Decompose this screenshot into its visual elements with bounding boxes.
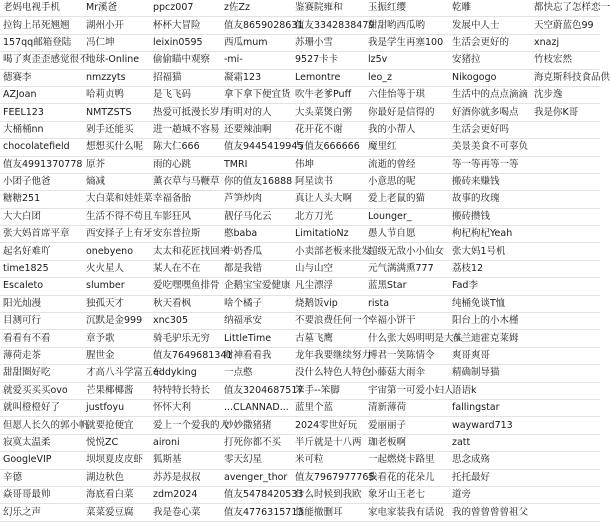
username-cell: 沈步逸 xyxy=(531,86,600,103)
username-cell: lz5v xyxy=(365,52,449,69)
username-cell: 都快忘了怎样恋一 xyxy=(531,0,600,17)
username-cell: 玉振红缨 xyxy=(365,0,449,17)
username-cell: 苏苏是叔叔 xyxy=(150,469,221,486)
username-cell: 蓝黑Star xyxy=(365,278,449,295)
username-cell: 精确制导猫 xyxy=(449,365,531,382)
username-cell xyxy=(531,504,600,521)
username-cell xyxy=(531,417,600,434)
username-cell: 幻乐之声 xyxy=(0,504,83,521)
table-row xyxy=(0,260,600,277)
username-cell: 海底看白菜 xyxy=(83,486,150,503)
username-cell: 象牙山王老七 xyxy=(365,486,449,503)
table-row xyxy=(0,278,600,295)
username-cell: xnazj xyxy=(531,34,600,51)
username-cell xyxy=(531,313,600,330)
username-cell: z佐Zz xyxy=(221,0,292,17)
username-cell: FEEL123 xyxy=(0,104,83,121)
username-cell: 火火星人 xyxy=(83,260,150,277)
username-cell: 我是学生再塞100 xyxy=(365,34,449,51)
username-cell: 西安择子上有牙 xyxy=(83,226,150,243)
username-cell xyxy=(531,243,600,260)
username-cell: 原芥 xyxy=(83,156,150,173)
username-cell xyxy=(531,399,600,416)
username-cell xyxy=(531,382,600,399)
username-cell: 纳福承安 xyxy=(221,313,292,330)
username-cell: 冯仁坤 xyxy=(83,34,150,51)
username-cell: Fad李 xyxy=(449,278,531,295)
username-cell: 值友8659028631 xyxy=(221,17,292,34)
username-cell: 你的值友16888 xyxy=(221,173,292,190)
username-cell: 没什么特色人特色 xyxy=(292,365,365,382)
username-cell: 2024零世好玩 xyxy=(292,417,365,434)
username-cell: 章予歌 xyxy=(83,330,150,347)
username-cell: 啥个橘子 xyxy=(221,295,292,312)
username-cell: 凡尘漂浮 xyxy=(292,278,365,295)
table-row xyxy=(0,313,600,330)
username-cell: 值友3342838479 xyxy=(292,17,365,34)
username-cell: justfoyu xyxy=(83,399,150,416)
username-cell: 爽哥爽哥 xyxy=(449,347,531,364)
username-cell: -mi- xyxy=(221,52,292,69)
username-cell: 哈莉贞鸭 xyxy=(83,86,150,103)
username-cell: 腥世金 xyxy=(83,347,150,364)
username-cell: 博君一笑陈情令 xyxy=(365,347,449,364)
table-row xyxy=(0,173,600,190)
username-cell xyxy=(531,469,600,486)
username-cell: 思念成殇 xyxy=(449,452,531,469)
username-cell: 烧鹅饭vip xyxy=(292,295,365,312)
username-cell: Lemontre xyxy=(292,69,365,86)
username-cell: 发展中人士 xyxy=(449,17,531,34)
username-cell: 值友7649681341 xyxy=(150,347,221,364)
username-cell: zdm2024 xyxy=(150,486,221,503)
username-cell: 热爱可抵漫长岁月 xyxy=(150,104,221,121)
username-cell xyxy=(531,330,600,347)
username-cell: 财神看看我 xyxy=(221,347,292,364)
username-cell: 阿星读书 xyxy=(292,173,365,190)
username-cell: 招福猫 xyxy=(150,69,221,86)
username-cell: 伟坤 xyxy=(292,156,365,173)
username-cell: 值友3204687517 xyxy=(221,382,292,399)
username-cell xyxy=(531,278,600,295)
username-cell: 山与山空 xyxy=(292,260,365,277)
username-cell: 悦悦ZC xyxy=(83,434,150,451)
username-cell: 幸福小饼干 xyxy=(365,313,449,330)
username-cell: 张大妈1号机 xyxy=(449,243,531,260)
username-cell: 我看花的花朵儿 xyxy=(365,469,449,486)
username-cell: 糖糖251 xyxy=(0,191,83,208)
table-row xyxy=(0,434,600,451)
username-cell: 小团子他爸 xyxy=(0,173,83,190)
username-cell: 湖边秋色 xyxy=(83,469,150,486)
table-row xyxy=(0,226,600,243)
username-cell: 生活中的点点滴滴 xyxy=(449,86,531,103)
username-cell: 半斤就是十八两 xyxy=(292,434,365,451)
username-cell: 9527卡卡 xyxy=(292,52,365,69)
username-cell: 竹枝宏然 xyxy=(531,52,600,69)
username-cell: 打死你都不买 xyxy=(221,434,292,451)
username-cell xyxy=(531,486,600,503)
table-row xyxy=(0,469,600,486)
table-row xyxy=(0,156,600,173)
table-row xyxy=(0,139,600,156)
username-cell: avenger_thor xyxy=(221,469,292,486)
username-cell xyxy=(531,260,600,277)
table-row xyxy=(0,382,600,399)
username-cell: 辛德 xyxy=(0,469,83,486)
username-cell: Nikogogo xyxy=(449,69,531,86)
username-cell: 我是你K哥 xyxy=(531,104,600,121)
table-row xyxy=(0,86,600,103)
username-cell: 纯桶免谈T恤 xyxy=(449,295,531,312)
username-cell: 阳光灿漫 xyxy=(0,295,83,312)
username-cell: 宇宙第一可爱小妇人 xyxy=(365,382,449,399)
username-cell: 大桶桶nn xyxy=(0,121,83,138)
username-cell: nmzzyts xyxy=(83,69,150,86)
username-cell: 德赛李 xyxy=(0,69,83,86)
username-cell: 太太和花匠找回来 xyxy=(150,243,221,260)
username-cell: 生活不得不苟且 xyxy=(83,208,150,225)
username-cell: 愚人节自愿 xyxy=(365,226,449,243)
username-cell: 看看有不看 xyxy=(0,330,83,347)
username-cell: 超级无敌小小仙女 xyxy=(365,243,449,260)
username-cell: 好酒你就多喝点 xyxy=(449,104,531,121)
username-cell: 零天幻星 xyxy=(221,452,292,469)
username-cell: wayward713 xyxy=(449,417,531,434)
table-row xyxy=(0,191,600,208)
table-row xyxy=(0,34,600,51)
username-cell: 想想买什么呢 xyxy=(83,139,150,156)
username-cell: GoogleVIP xyxy=(0,452,83,469)
username-cell: 生活会更好的 xyxy=(449,34,531,51)
table-row xyxy=(0,104,600,121)
username-cell: 美景美食不可辜负 xyxy=(449,139,531,156)
username-cell: 偷偷瞄中观察 xyxy=(150,52,221,69)
username-cell: 杯杯大冒险 xyxy=(150,17,221,34)
username-cell: 阳台上的小木槿 xyxy=(449,313,531,330)
username-cell: fallingstar xyxy=(449,399,531,416)
username-cell: zatt xyxy=(449,434,531,451)
username-cell: 目测可行 xyxy=(0,313,83,330)
username-cell: 六佳怡等于琪 xyxy=(365,86,449,103)
username-cell: 熵减 xyxy=(83,173,150,190)
username-cell: 西瓜mum xyxy=(221,34,292,51)
username-cell: 但愿人长久的郭小帆 xyxy=(0,417,83,434)
username-cell: Mr溪爸 xyxy=(83,0,150,17)
username-cell: 值友7967977765 xyxy=(292,469,365,486)
username-cell: 真让人头大啊 xyxy=(292,191,365,208)
username-cell: rista xyxy=(365,295,449,312)
username-cell: 珈老板啊 xyxy=(365,434,449,451)
username-cell: 安猪拉 xyxy=(449,52,531,69)
username-cell: 张大妈首席平章 xyxy=(0,226,83,243)
username-cell: 一点憨 xyxy=(221,365,292,382)
username-cell: 鉴赛院雍和 xyxy=(292,0,365,17)
username-cell: ...CLANNAD... xyxy=(221,399,292,416)
username-cell: 剁手还能买 xyxy=(83,121,150,138)
username-cell: 故事的玫瑰 xyxy=(449,191,531,208)
username-cell: 天空蔚蓝色99 xyxy=(531,17,600,34)
username-cell: 大头菜煲白粥 xyxy=(292,104,365,121)
username-cell: Escaleto xyxy=(0,278,83,295)
username-cell: 家电家装我有话说 xyxy=(365,504,449,521)
username-cell: LittleTime xyxy=(221,330,292,347)
username-cell: 吹牛老爹Puff xyxy=(292,86,365,103)
username-cell: 什么张大妈明明是大头 xyxy=(365,330,449,347)
username-cell: 安东普拉斯 xyxy=(150,226,221,243)
username-cell: 就要抢便宜 xyxy=(83,417,150,434)
username-cell: xnc305 xyxy=(150,313,221,330)
username-cell: 还要辣油啊 xyxy=(221,121,292,138)
username-cell: 甜甜哟西瓜哟 xyxy=(365,17,449,34)
username-cell: 芦笋炒肉 xyxy=(221,191,292,208)
username-cell: 托托最好 xyxy=(449,469,531,486)
username-cell: LimitatioNz xyxy=(292,226,365,243)
username-cell: 都是我错 xyxy=(221,260,292,277)
username-cell: 就爱买买买ovo xyxy=(0,382,83,399)
username-cell: 笨手--笨脚 xyxy=(292,382,365,399)
username-cell: AZJoan xyxy=(0,86,83,103)
username-cell: 靓仔马化云 xyxy=(221,208,292,225)
username-cell xyxy=(531,226,600,243)
username-cell: 苏珊小雪 xyxy=(292,34,365,51)
username-cell: 我的曾曾曾曾祖父 xyxy=(449,504,531,521)
username-cell: 坝坝夏皮皮虾 xyxy=(83,452,150,469)
table-row xyxy=(0,295,600,312)
username-cell: 寂寞太温柔 xyxy=(0,434,83,451)
username-cell: 骑毛驴乐无穷 xyxy=(150,330,221,347)
username-cell xyxy=(531,139,600,156)
username-cell xyxy=(531,121,600,138)
username-cell xyxy=(531,347,600,364)
table-row xyxy=(0,17,600,34)
username-cell: 焱哥哥最帅 xyxy=(0,486,83,503)
username-cell: 语语k xyxy=(449,382,531,399)
username-cell: 芒果椰椰酱 xyxy=(83,382,150,399)
username-cell: 老妈电视手机 xyxy=(0,0,83,17)
username-cell: 布兰迪霍克莱姆 xyxy=(449,330,531,347)
username-cell: aironi xyxy=(150,434,221,451)
username-cell: leo_z xyxy=(365,69,449,86)
username-cell: 值友4776315713 xyxy=(221,504,292,521)
username-cell: 某人在不在 xyxy=(150,260,221,277)
username-cell: 大大白团 xyxy=(0,208,83,225)
username-cell: 牛奶香瓜 xyxy=(221,243,292,260)
username-cell: 爱上一个爱我的人 xyxy=(150,417,221,434)
username-cell: 秋天看枫 xyxy=(150,295,221,312)
username-cell: 车影狂风 xyxy=(150,208,221,225)
table-row xyxy=(0,365,600,382)
username-cell: 憨baba xyxy=(221,226,292,243)
username-cell: 湖州小开 xyxy=(83,17,150,34)
username-cell: eddyking xyxy=(150,365,221,382)
username-cell: 喝了爽歪歪感觉很不 xyxy=(0,52,83,69)
username-cell: 你最好是信得的 xyxy=(365,104,449,121)
username-cell: 菜菜爱豆腐 xyxy=(83,504,150,521)
username-cell: 薄荷走茶 xyxy=(0,347,83,364)
username-cell: slumber xyxy=(83,278,150,295)
username-cell: 独孤天才 xyxy=(83,295,150,312)
username-cell: 乾雕 xyxy=(449,0,531,17)
username-cell: 清新薄荷 xyxy=(365,399,449,416)
username-cell: 什么时候到我欧 xyxy=(292,486,365,503)
username-cell: 有明对的人 xyxy=(221,104,292,121)
username-cell: 龙年我要继续努力 xyxy=(292,347,365,364)
username-cell: 大白菜和娃娃菜 xyxy=(83,191,150,208)
username-cell: 值友4991370778 xyxy=(0,156,83,173)
username-cell: 悟能撤删耳 xyxy=(292,504,365,521)
username-cell: 与值友666666 xyxy=(292,139,365,156)
username-cell: 小意思的呢 xyxy=(365,173,449,190)
username-cell: 进一趟城不容易 xyxy=(150,121,221,138)
username-cell: 拿下拿下便宜货 xyxy=(221,86,292,103)
username-cell: 米可粒 xyxy=(292,452,365,469)
username-cell: 雨的心跳 xyxy=(150,156,221,173)
username-cell: 我的小帮人 xyxy=(365,121,449,138)
username-cell: onebyeno xyxy=(83,243,150,260)
username-cell: 爱丽丽子 xyxy=(365,417,449,434)
username-cell: 怀怀大利 xyxy=(150,399,221,416)
username-cell: 妙妙撒猪猪 xyxy=(221,417,292,434)
username-cell: 北方刀光 xyxy=(292,208,365,225)
username-cell: leixin0595 xyxy=(150,34,221,51)
username-cell: 等一等再等一等 xyxy=(449,156,531,173)
username-cell: 狐斯基 xyxy=(150,452,221,469)
table-row xyxy=(0,399,600,416)
table-row xyxy=(0,243,600,260)
username-cell: ppcz007 xyxy=(150,0,221,17)
username-cell: 搬砖攒钱 xyxy=(449,208,531,225)
table-row xyxy=(0,452,600,469)
username-cell: 搬砖来赚钱 xyxy=(449,173,531,190)
username-cell: 值友5478420533 xyxy=(221,486,292,503)
username-cell: 幸福备胎 xyxy=(150,191,221,208)
username-cell: 沉默是金999 xyxy=(83,313,150,330)
username-cell: 特特特长特长 xyxy=(150,382,221,399)
username-cell xyxy=(531,434,600,451)
username-cell xyxy=(531,452,600,469)
table-row xyxy=(0,121,600,138)
username-cell: 古墓飞鹰 xyxy=(292,330,365,347)
username-cell: 不要浪费任何一个 xyxy=(292,313,365,330)
username-cell: 道旁 xyxy=(449,486,531,503)
username-cell xyxy=(531,295,600,312)
username-cell: NMTZSTS xyxy=(83,104,150,121)
username-cell: 起名好难吖 xyxy=(0,243,83,260)
username-cell: 拉钩上吊死翘翘 xyxy=(0,17,83,34)
username-cell: 魔里红 xyxy=(365,139,449,156)
table-row xyxy=(0,417,600,434)
username-cell: 生活会更好吗 xyxy=(449,121,531,138)
username-cell xyxy=(531,208,600,225)
table-row xyxy=(0,0,600,17)
username-cell: Lounger_ xyxy=(365,208,449,225)
username-cell: 一起燃烧卡路里 xyxy=(365,452,449,469)
username-cell: chocolatefield xyxy=(0,139,83,156)
username-cell: 小藤菇大雨伞 xyxy=(365,365,449,382)
table-row xyxy=(0,69,600,86)
table-row xyxy=(0,504,600,521)
username-cell: TMRI xyxy=(221,156,292,173)
username-cell xyxy=(531,191,600,208)
username-cell: time1825 xyxy=(0,260,83,277)
username-cell: 花开花不谢 xyxy=(292,121,365,138)
username-cell: 值友9445419945 xyxy=(221,139,292,156)
username-cell: 薰衣草与马鞭草 xyxy=(150,173,221,190)
username-cell xyxy=(531,365,600,382)
username-cell xyxy=(531,173,600,190)
username-cell: 荔枝12 xyxy=(449,260,531,277)
username-cell: 海克斯科技食品供 xyxy=(531,69,600,86)
username-cell: 就叫橙橙好了 xyxy=(0,399,83,416)
username-cell: 流逝的曾经 xyxy=(365,156,449,173)
table-row xyxy=(0,208,600,225)
username-cell: 枸杞枸杞Yeah xyxy=(449,226,531,243)
username-cell: 凝霜123 xyxy=(221,69,292,86)
username-cell: 甜甜圈好吃 xyxy=(0,365,83,382)
username-cell: 是飞飞码 xyxy=(150,86,221,103)
username-cell: 地球-Online xyxy=(83,52,150,69)
username-cell: 陈大仁666 xyxy=(150,139,221,156)
username-cell: 我是卷心菜 xyxy=(150,504,221,521)
username-cell: 蓝里个蓝 xyxy=(292,399,365,416)
username-cell: 企鹅宝宝爱健康 xyxy=(221,278,292,295)
username-cell xyxy=(531,156,600,173)
username-cell: 爱吃嘿嘿鱼排骨 xyxy=(150,278,221,295)
username-cell: 才高八斗学富五车 xyxy=(83,365,150,382)
username-cell: 157qq邮箱登陆 xyxy=(0,34,83,51)
table-row xyxy=(0,330,600,347)
username-cell: 元气满满熏777 xyxy=(365,260,449,277)
table-row xyxy=(0,52,600,69)
username-cell: 小卖部老板来批发 xyxy=(292,243,365,260)
username-cell: 爱上老鼠的猫 xyxy=(365,191,449,208)
table-row xyxy=(0,347,600,364)
table-row xyxy=(0,486,600,503)
